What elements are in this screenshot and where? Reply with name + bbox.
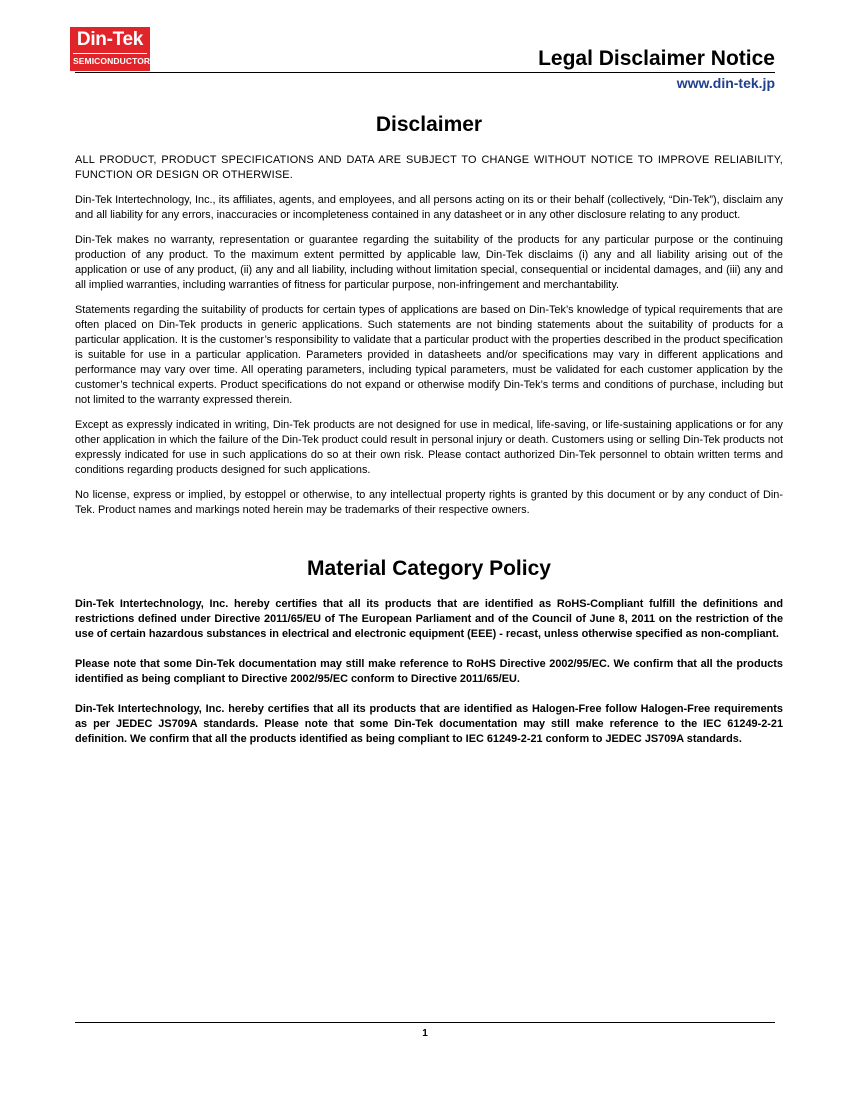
disclaimer-heading: Disclaimer bbox=[375, 113, 483, 136]
policy-paragraph: Din-Tek Intertechnology, Inc. hereby certifies that all its products that are identified as Halogen-Free follow Halogen-Free requirements as per JEDEC JS709A standards. Please note that some Din-Tek documentation may still make reference to the IEC 61249-2-21 definition. We confirm that all the products identified as being compliant to IEC 61249-2-21 conform to JEDEC JS709A standards. bbox=[75, 703, 783, 745]
disclaimer-paragraph: Except as expressly indicated in writing, Din-Tek products are not designed for use in medical, life-saving, or life-sustaining applications or for any other application in which the failure of the Din-Tek product could result in personal injury or death. Customers using or selling Din-Tek products not expressly indicated for use in such applications do so at their own risk. Please contact authorized Din-Tek personnel to obtain written terms and conditions regarding products designed for such applications. bbox=[75, 419, 783, 476]
company-logo bbox=[70, 27, 150, 71]
disclaimer-paragraph: ALL PRODUCT, PRODUCT SPECIFICATIONS AND DATA ARE SUBJECT TO CHANGE WITHOUT NOTICE TO IMPROVE RELIABILITY, FUNCTION OR DESIGN OR OTHERWISE. bbox=[75, 154, 783, 181]
page-number: 1 bbox=[422, 1028, 428, 1039]
document-body bbox=[75, 112, 783, 747]
disclaimer-paragraph: No license, express or implied, by estoppel or otherwise, to any intellectual property rights is granted by this document or by any conduct of Din-Tek. Product names and markings noted herein may be trademarks of their respective owners. bbox=[75, 489, 783, 516]
disclaimer-paragraph: Statements regarding the suitability of products for certain types of applications are based on Din-Tek’s knowledge of typical requirements that are often placed on Din-Tek products in generic applications. Such statements are not binding statements about the suitability of products for a particular application. It is the customer’s responsibility to validate that a particular product with the properties described in the product specification is suitable for use in a particular application. Parameters provided in datasheets and/or specifications may vary in different applications and performance may vary over time. All operating parameters, including typical parameters, must be validated for each customer application by the customer’s technical experts. Product specifications do not expand or otherwise modify Din-Tek’s terms and conditions of purchase, including but not limited to the warranty expressed therein. bbox=[75, 304, 783, 406]
disclaimer-section bbox=[75, 112, 783, 518]
header-divider bbox=[75, 72, 775, 73]
website-link[interactable]: www.din-tek.jp bbox=[676, 75, 775, 91]
material-policy-heading: Material Category Policy bbox=[307, 557, 551, 580]
material-policy-section bbox=[75, 556, 783, 747]
page-title: Legal Disclaimer Notice bbox=[538, 47, 775, 70]
disclaimer-paragraph: Din-Tek Intertechnology, Inc., its affiliates, agents, and employees, and all persons acting on its or their behalf (collectively, “Din-Tek”), disclaim any and all liability for any errors, inaccuracies or incompleteness contained in any datasheet or in any other disclosure relating to any product. bbox=[75, 194, 783, 221]
footer-divider bbox=[75, 1022, 775, 1023]
disclaimer-paragraph: Din-Tek makes no warranty, representation or guarantee regarding the suitability of the products for any particular purpose or the continuing production of any product. To the maximum extent permitted by applicable law, Din-Tek disclaims (i) any and all liability arising out of the application or use of any product, (ii) any and all liability, including without limitation special, consequential or incidental damages, and (iii) any and all implied warranties, including warranties of fitness for particular purpose, non-infringement and merchantability. bbox=[75, 234, 783, 291]
policy-paragraph: Din-Tek Intertechnology, Inc. hereby certifies that all its products that are identified as RoHS-Compliant fulfill the definitions and restrictions defined under Directive 2011/65/EU of The European Parliament and of the Council of June 8, 2011 on the restriction of the use of certain hazardous substances in electrical and electronic equipment (EEE) - recast, unless otherwise specified as non-compliant. bbox=[75, 598, 783, 640]
logo-main-text: Din-Tek bbox=[76, 29, 144, 50]
logo-sub-text: SEMICONDUCTOR bbox=[73, 53, 147, 66]
policy-paragraph: Please note that some Din-Tek documentation may still make reference to RoHS Directive 2002/95/EC. We confirm that all the products identified as being compliant to Directive 2002/95/EC conform to Directive 2011/65/EU. bbox=[75, 658, 783, 685]
